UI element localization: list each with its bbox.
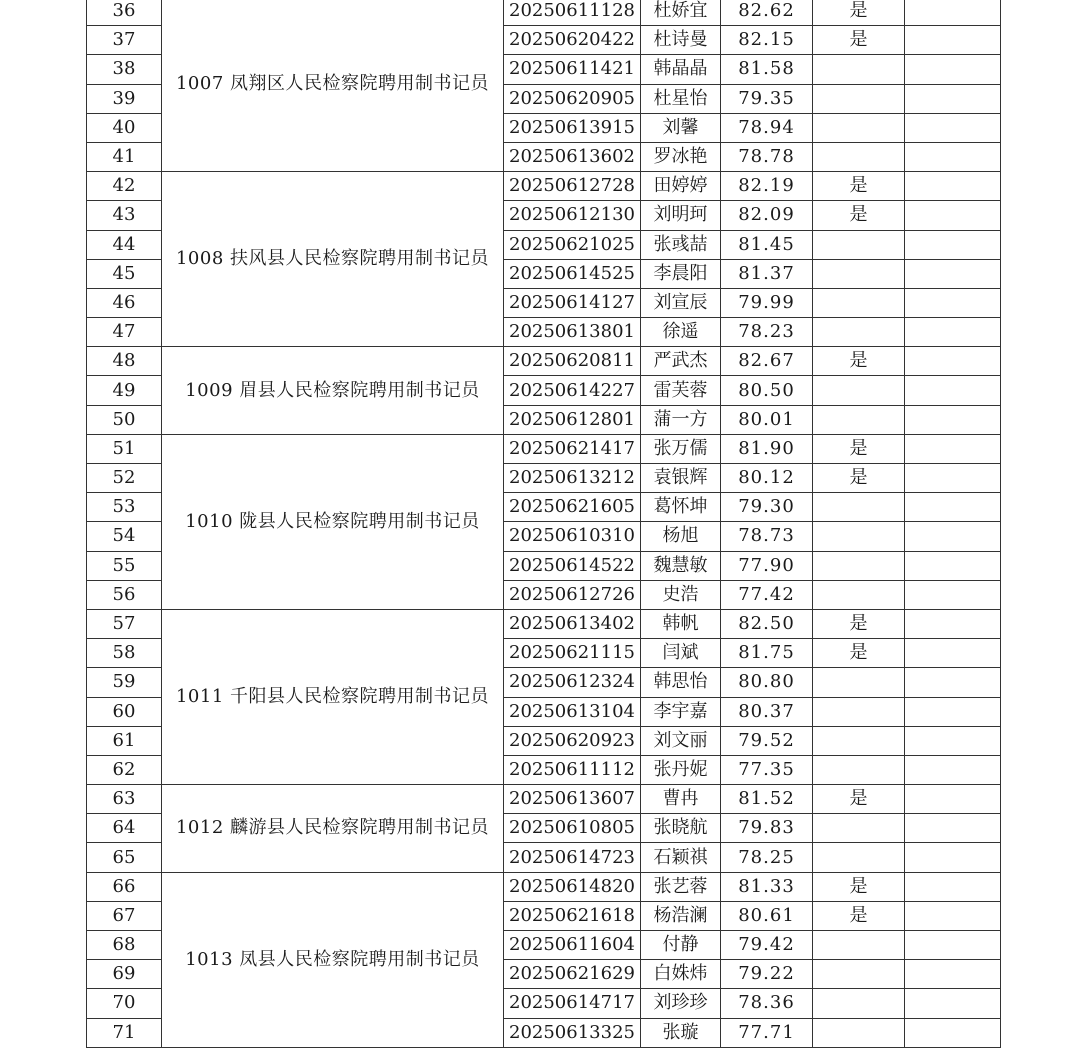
score-cell: 79.35 [721, 84, 813, 113]
remarks-cell [905, 668, 1001, 697]
row-number-cell: 39 [87, 84, 162, 113]
enter-next-stage-cell [813, 113, 905, 142]
score-cell: 79.22 [721, 960, 813, 989]
exam-number-cell: 20250611421 [504, 55, 641, 84]
candidate-name-cell: 韩思怡 [641, 668, 721, 697]
candidate-name-cell: 杜诗曼 [641, 26, 721, 55]
results-table [86, 0, 1001, 1048]
remarks-cell [905, 755, 1001, 784]
exam-number-cell: 20250612726 [504, 580, 641, 609]
exam-number-cell: 20250613801 [504, 318, 641, 347]
exam-number-cell: 20250613402 [504, 609, 641, 638]
exam-number-cell: 20250621605 [504, 493, 641, 522]
enter-next-stage-cell [813, 843, 905, 872]
enter-next-stage-cell [813, 142, 905, 171]
candidate-name-cell: 田婷婷 [641, 172, 721, 201]
remarks-cell [905, 376, 1001, 405]
candidate-name-cell: 石颖祺 [641, 843, 721, 872]
table-row [87, 609, 1001, 638]
score-cell: 81.37 [721, 259, 813, 288]
remarks-cell [905, 726, 1001, 755]
score-cell: 78.73 [721, 522, 813, 551]
candidate-name-cell: 张丹妮 [641, 755, 721, 784]
enter-next-stage-cell [813, 814, 905, 843]
candidate-name-cell: 袁银辉 [641, 464, 721, 493]
enter-next-stage-cell [813, 960, 905, 989]
enter-next-stage-cell: 是 [813, 347, 905, 376]
remarks-cell [905, 84, 1001, 113]
enter-next-stage-cell [813, 726, 905, 755]
candidate-name-cell: 徐遥 [641, 318, 721, 347]
score-cell: 79.30 [721, 493, 813, 522]
score-cell: 79.83 [721, 814, 813, 843]
enter-next-stage-cell: 是 [813, 26, 905, 55]
candidate-name-cell: 葛怀坤 [641, 493, 721, 522]
table-body [87, 0, 1001, 1047]
candidate-name-cell: 张晓航 [641, 814, 721, 843]
score-cell: 82.50 [721, 609, 813, 638]
exam-number-cell: 20250621629 [504, 960, 641, 989]
score-cell: 78.78 [721, 142, 813, 171]
score-cell: 78.94 [721, 113, 813, 142]
remarks-cell [905, 347, 1001, 376]
candidate-name-cell: 魏慧敏 [641, 551, 721, 580]
enter-next-stage-cell [813, 493, 905, 522]
row-number-cell: 67 [87, 901, 162, 930]
remarks-cell [905, 580, 1001, 609]
score-cell: 81.75 [721, 639, 813, 668]
row-number-cell: 45 [87, 259, 162, 288]
enter-next-stage-cell [813, 259, 905, 288]
score-cell: 81.58 [721, 55, 813, 84]
enter-next-stage-cell [813, 989, 905, 1018]
remarks-cell [905, 639, 1001, 668]
row-number-cell: 37 [87, 26, 162, 55]
exam-number-cell: 20250620811 [504, 347, 641, 376]
remarks-cell [905, 230, 1001, 259]
score-cell: 80.37 [721, 697, 813, 726]
exam-number-cell: 20250612801 [504, 405, 641, 434]
remarks-cell [905, 55, 1001, 84]
enter-next-stage-cell [813, 697, 905, 726]
remarks-cell [905, 493, 1001, 522]
remarks-cell [905, 26, 1001, 55]
row-number-cell: 56 [87, 580, 162, 609]
row-number-cell: 65 [87, 843, 162, 872]
exam-number-cell: 20250613212 [504, 464, 641, 493]
score-cell: 79.99 [721, 288, 813, 317]
enter-next-stage-cell [813, 931, 905, 960]
candidate-name-cell: 刘文丽 [641, 726, 721, 755]
remarks-cell [905, 172, 1001, 201]
enter-next-stage-cell [813, 668, 905, 697]
remarks-cell [905, 609, 1001, 638]
score-cell: 81.90 [721, 434, 813, 463]
enter-next-stage-cell [813, 288, 905, 317]
row-number-cell: 52 [87, 464, 162, 493]
score-cell: 82.09 [721, 201, 813, 230]
remarks-cell [905, 464, 1001, 493]
table-row [87, 434, 1001, 463]
exam-number-cell: 20250614227 [504, 376, 641, 405]
enter-next-stage-cell [813, 376, 905, 405]
exam-number-cell: 20250613602 [504, 142, 641, 171]
exam-number-cell: 20250614820 [504, 872, 641, 901]
table-row [87, 785, 1001, 814]
score-cell: 77.71 [721, 1018, 813, 1047]
score-cell: 80.61 [721, 901, 813, 930]
enter-next-stage-cell: 是 [813, 639, 905, 668]
position-name-cell: 1008 扶风县人民检察院聘用制书记员 [162, 172, 504, 347]
row-number-cell: 44 [87, 230, 162, 259]
exam-number-cell: 20250621025 [504, 230, 641, 259]
candidate-name-cell: 张艺蓉 [641, 872, 721, 901]
row-number-cell: 54 [87, 522, 162, 551]
candidate-name-cell: 韩晶晶 [641, 55, 721, 84]
enter-next-stage-cell: 是 [813, 901, 905, 930]
row-number-cell: 70 [87, 989, 162, 1018]
candidate-name-cell: 史浩 [641, 580, 721, 609]
exam-number-cell: 20250613915 [504, 113, 641, 142]
exam-number-cell: 20250614717 [504, 989, 641, 1018]
enter-next-stage-cell: 是 [813, 609, 905, 638]
row-number-cell: 42 [87, 172, 162, 201]
row-number-cell: 38 [87, 55, 162, 84]
remarks-cell [905, 931, 1001, 960]
row-number-cell: 49 [87, 376, 162, 405]
exam-number-cell: 20250610310 [504, 522, 641, 551]
score-cell: 81.45 [721, 230, 813, 259]
row-number-cell: 58 [87, 639, 162, 668]
exam-number-cell: 20250620923 [504, 726, 641, 755]
table-row [87, 172, 1001, 201]
score-cell: 80.12 [721, 464, 813, 493]
candidate-name-cell: 杨旭 [641, 522, 721, 551]
exam-number-cell: 20250612728 [504, 172, 641, 201]
remarks-cell [905, 1018, 1001, 1047]
row-number-cell: 62 [87, 755, 162, 784]
row-number-cell: 41 [87, 142, 162, 171]
score-cell: 81.52 [721, 785, 813, 814]
row-number-cell: 50 [87, 405, 162, 434]
position-name-cell: 1007 凤翔区人民检察院聘用制书记员 [162, 0, 504, 172]
score-cell: 78.36 [721, 989, 813, 1018]
enter-next-stage-cell [813, 551, 905, 580]
score-cell: 79.42 [721, 931, 813, 960]
score-cell: 79.52 [721, 726, 813, 755]
score-cell: 78.25 [721, 843, 813, 872]
enter-next-stage-cell [813, 55, 905, 84]
exam-number-cell: 20250611128 [504, 0, 641, 26]
enter-next-stage-cell [813, 522, 905, 551]
exam-number-cell: 20250621417 [504, 434, 641, 463]
candidate-name-cell: 李宇嘉 [641, 697, 721, 726]
candidate-name-cell: 严武杰 [641, 347, 721, 376]
row-number-cell: 40 [87, 113, 162, 142]
exam-number-cell: 20250613104 [504, 697, 641, 726]
enter-next-stage-cell [813, 405, 905, 434]
candidate-name-cell: 白姝炜 [641, 960, 721, 989]
remarks-cell [905, 434, 1001, 463]
row-number-cell: 48 [87, 347, 162, 376]
remarks-cell [905, 901, 1001, 930]
row-number-cell: 57 [87, 609, 162, 638]
enter-next-stage-cell [813, 230, 905, 259]
score-cell: 78.23 [721, 318, 813, 347]
candidate-name-cell: 曹冉 [641, 785, 721, 814]
remarks-cell [905, 989, 1001, 1018]
enter-next-stage-cell [813, 1018, 905, 1047]
candidate-name-cell: 闫斌 [641, 639, 721, 668]
candidate-name-cell: 韩帆 [641, 609, 721, 638]
position-name-cell: 1011 千阳县人民检察院聘用制书记员 [162, 609, 504, 784]
row-number-cell: 51 [87, 434, 162, 463]
enter-next-stage-cell: 是 [813, 785, 905, 814]
enter-next-stage-cell: 是 [813, 464, 905, 493]
score-cell: 77.42 [721, 580, 813, 609]
table-row [87, 0, 1001, 26]
candidate-name-cell: 杨浩澜 [641, 901, 721, 930]
remarks-cell [905, 551, 1001, 580]
row-number-cell: 61 [87, 726, 162, 755]
exam-number-cell: 20250612324 [504, 668, 641, 697]
score-cell: 81.33 [721, 872, 813, 901]
remarks-cell [905, 872, 1001, 901]
remarks-cell [905, 697, 1001, 726]
score-cell: 80.01 [721, 405, 813, 434]
row-number-cell: 60 [87, 697, 162, 726]
remarks-cell [905, 785, 1001, 814]
remarks-cell [905, 318, 1001, 347]
remarks-cell [905, 142, 1001, 171]
score-cell: 82.15 [721, 26, 813, 55]
candidate-name-cell: 刘宣辰 [641, 288, 721, 317]
enter-next-stage-cell [813, 580, 905, 609]
candidate-name-cell: 雷芙蓉 [641, 376, 721, 405]
exam-number-cell: 20250614522 [504, 551, 641, 580]
score-cell: 82.19 [721, 172, 813, 201]
row-number-cell: 43 [87, 201, 162, 230]
candidate-name-cell: 刘珍珍 [641, 989, 721, 1018]
score-cell: 80.80 [721, 668, 813, 697]
candidate-name-cell: 张璇 [641, 1018, 721, 1047]
table-row [87, 872, 1001, 901]
row-number-cell: 71 [87, 1018, 162, 1047]
score-cell: 77.90 [721, 551, 813, 580]
candidate-name-cell: 罗冰艳 [641, 142, 721, 171]
candidate-name-cell: 张彧喆 [641, 230, 721, 259]
score-cell: 80.50 [721, 376, 813, 405]
candidate-name-cell: 杜星怡 [641, 84, 721, 113]
row-number-cell: 64 [87, 814, 162, 843]
remarks-cell [905, 201, 1001, 230]
remarks-cell [905, 522, 1001, 551]
remarks-cell [905, 288, 1001, 317]
remarks-cell [905, 814, 1001, 843]
score-cell: 82.67 [721, 347, 813, 376]
enter-next-stage-cell: 是 [813, 0, 905, 26]
remarks-cell [905, 405, 1001, 434]
position-name-cell: 1013 凤县人民检察院聘用制书记员 [162, 872, 504, 1047]
exam-number-cell: 20250621115 [504, 639, 641, 668]
row-number-cell: 69 [87, 960, 162, 989]
row-number-cell: 47 [87, 318, 162, 347]
enter-next-stage-cell: 是 [813, 434, 905, 463]
remarks-cell [905, 843, 1001, 872]
candidate-name-cell: 李晨阳 [641, 259, 721, 288]
row-number-cell: 53 [87, 493, 162, 522]
position-name-cell: 1009 眉县人民检察院聘用制书记员 [162, 347, 504, 435]
enter-next-stage-cell: 是 [813, 201, 905, 230]
score-cell: 82.62 [721, 0, 813, 26]
exam-number-cell: 20250620422 [504, 26, 641, 55]
position-name-cell: 1012 麟游县人民检察院聘用制书记员 [162, 785, 504, 873]
enter-next-stage-cell: 是 [813, 872, 905, 901]
candidate-name-cell: 刘馨 [641, 113, 721, 142]
row-number-cell: 59 [87, 668, 162, 697]
score-cell: 77.35 [721, 755, 813, 784]
row-number-cell: 66 [87, 872, 162, 901]
enter-next-stage-cell [813, 84, 905, 113]
position-name-cell: 1010 陇县人民检察院聘用制书记员 [162, 434, 504, 609]
row-number-cell: 68 [87, 931, 162, 960]
candidate-name-cell: 蒲一方 [641, 405, 721, 434]
exam-number-cell: 20250614723 [504, 843, 641, 872]
enter-next-stage-cell [813, 755, 905, 784]
candidate-name-cell: 杜娇宜 [641, 0, 721, 26]
row-number-cell: 36 [87, 0, 162, 26]
row-number-cell: 55 [87, 551, 162, 580]
enter-next-stage-cell: 是 [813, 172, 905, 201]
row-number-cell: 63 [87, 785, 162, 814]
exam-number-cell: 20250611604 [504, 931, 641, 960]
exam-number-cell: 20250614525 [504, 259, 641, 288]
remarks-cell [905, 0, 1001, 26]
exam-number-cell: 20250610805 [504, 814, 641, 843]
candidate-name-cell: 刘明珂 [641, 201, 721, 230]
table-row [87, 347, 1001, 376]
remarks-cell [905, 113, 1001, 142]
exam-number-cell: 20250613607 [504, 785, 641, 814]
exam-number-cell: 20250621618 [504, 901, 641, 930]
remarks-cell [905, 960, 1001, 989]
exam-number-cell: 20250613325 [504, 1018, 641, 1047]
enter-next-stage-cell [813, 318, 905, 347]
exam-number-cell: 20250620905 [504, 84, 641, 113]
remarks-cell [905, 259, 1001, 288]
candidate-name-cell: 张万儒 [641, 434, 721, 463]
candidate-name-cell: 付静 [641, 931, 721, 960]
exam-number-cell: 20250614127 [504, 288, 641, 317]
exam-number-cell: 20250612130 [504, 201, 641, 230]
row-number-cell: 46 [87, 288, 162, 317]
exam-number-cell: 20250611112 [504, 755, 641, 784]
